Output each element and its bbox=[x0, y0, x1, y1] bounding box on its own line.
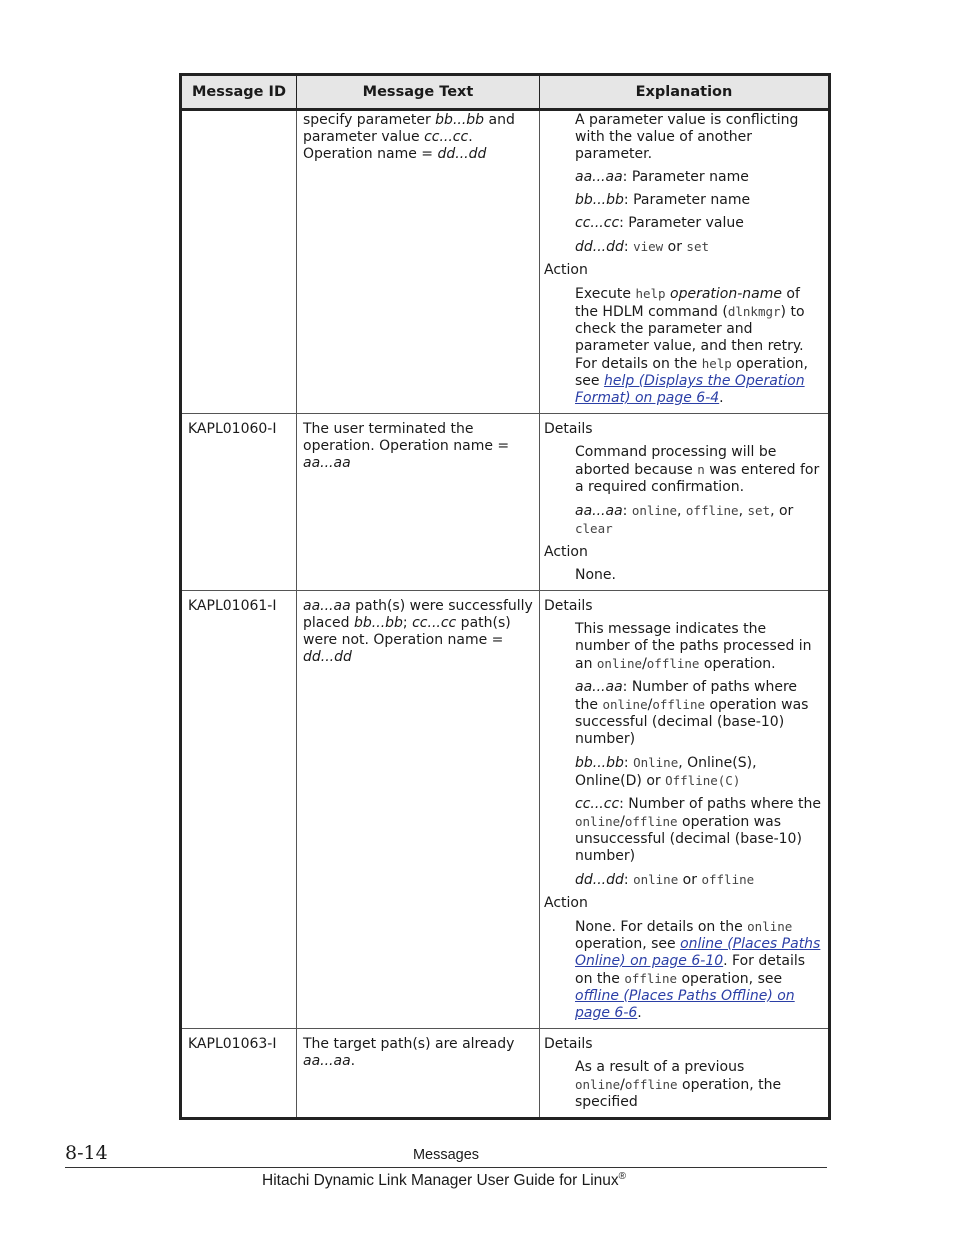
action-text: None. For details on the online operation, see online (Places Paths Online) on page 6-10. For details on the offline operation, see offline (Places Paths Offline) on page 6-6. bbox=[575, 919, 821, 1021]
table-header-row bbox=[181, 75, 830, 110]
details-label: Details bbox=[544, 1036, 593, 1052]
message-text-cell: aa...aa path(s) were successfully placed bb...bb; cc...cc path(s) were not. Operation name = dd...dd bbox=[297, 591, 540, 1029]
action-text: None. bbox=[575, 567, 616, 583]
action-label: Action bbox=[544, 262, 588, 278]
variable-cc: cc...cc: Number of paths where the online/offline operation was unsuccessful (decimal (base-10) number) bbox=[575, 796, 821, 864]
details-text: Command processing will be aborted because n was entered for a required confirmation. bbox=[575, 444, 820, 495]
action-label: Action bbox=[544, 895, 588, 911]
action-text: Execute help operation-name of the HDLM command (dlnkmgr) to check the parameter and parameter value, and then retry. For details on the help operation, see help (Displays the Operation Format) on page 6-4. bbox=[575, 286, 808, 406]
table-row bbox=[181, 414, 830, 591]
variable-cc: cc...cc: Parameter value bbox=[575, 215, 744, 231]
header-explanation: Explanation bbox=[540, 75, 830, 110]
details-text: As a result of a previous online/offline operation, the specified bbox=[575, 1059, 782, 1110]
variable-aa: aa...aa: Parameter name bbox=[575, 169, 749, 185]
variable-bb: bb...bb: Online, Online(S), Online(D) or Offline(C) bbox=[575, 755, 757, 789]
message-id-cell bbox=[181, 110, 297, 414]
variable-bb: bb...bb: Parameter name bbox=[575, 192, 751, 208]
message-id-cell: KAPL01063-I bbox=[181, 1029, 297, 1119]
table-row bbox=[181, 110, 830, 414]
footer-divider bbox=[65, 1167, 827, 1168]
message-id-cell: KAPL01060-I bbox=[181, 414, 297, 591]
variable-dd: dd...dd: view or set bbox=[575, 239, 709, 255]
action-label: Action bbox=[544, 544, 588, 560]
offline-operation-link[interactable]: offline (Places Paths Offline) on page 6-6 bbox=[575, 988, 795, 1021]
explanation-intro: A parameter value is conflicting with the value of another parameter. bbox=[575, 112, 799, 162]
explanation-cell bbox=[540, 110, 830, 414]
registered-mark: ® bbox=[618, 1171, 627, 1182]
explanation-cell bbox=[540, 1029, 830, 1119]
messages-table bbox=[179, 73, 831, 1120]
details-text: This message indicates the number of the paths processed in an online/offline operation. bbox=[575, 621, 812, 672]
online-operation-link[interactable]: online (Places Paths Online) on page 6-10 bbox=[575, 936, 821, 969]
page-number: 8-14 bbox=[65, 1142, 108, 1164]
header-message-text: Message Text bbox=[297, 75, 540, 110]
message-text-cell: The user terminated the operation. Operation name = aa...aa bbox=[297, 414, 540, 591]
explanation-cell bbox=[540, 414, 830, 591]
help-operation-link[interactable]: help (Displays the Operation Format) on page 6-4 bbox=[575, 373, 805, 406]
header-message-id: Message ID bbox=[181, 75, 297, 110]
details-label: Details bbox=[544, 598, 593, 614]
footer-title: Hitachi Dynamic Link Manager User Guide for Linux® bbox=[262, 1171, 627, 1190]
explanation-cell bbox=[540, 591, 830, 1029]
footer-section: Messages bbox=[412, 1147, 480, 1163]
table-row bbox=[181, 1029, 830, 1119]
details-label: Details bbox=[544, 421, 593, 437]
variable-dd: dd...dd: online or offline bbox=[575, 872, 755, 888]
message-text-cell: The target path(s) are already aa...aa. bbox=[297, 1029, 540, 1119]
variable-aa: aa...aa: Number of paths where the online/offline operation was successful (decimal (base-10) number) bbox=[575, 679, 809, 747]
message-id-cell: KAPL01061-I bbox=[181, 591, 297, 1029]
variable-aa: aa...aa: online, offline, set, or clear bbox=[575, 503, 794, 536]
message-text-cell: specify parameter bb...bb and parameter value cc...cc. Operation name = dd...dd bbox=[297, 110, 540, 414]
table-row bbox=[181, 591, 830, 1029]
